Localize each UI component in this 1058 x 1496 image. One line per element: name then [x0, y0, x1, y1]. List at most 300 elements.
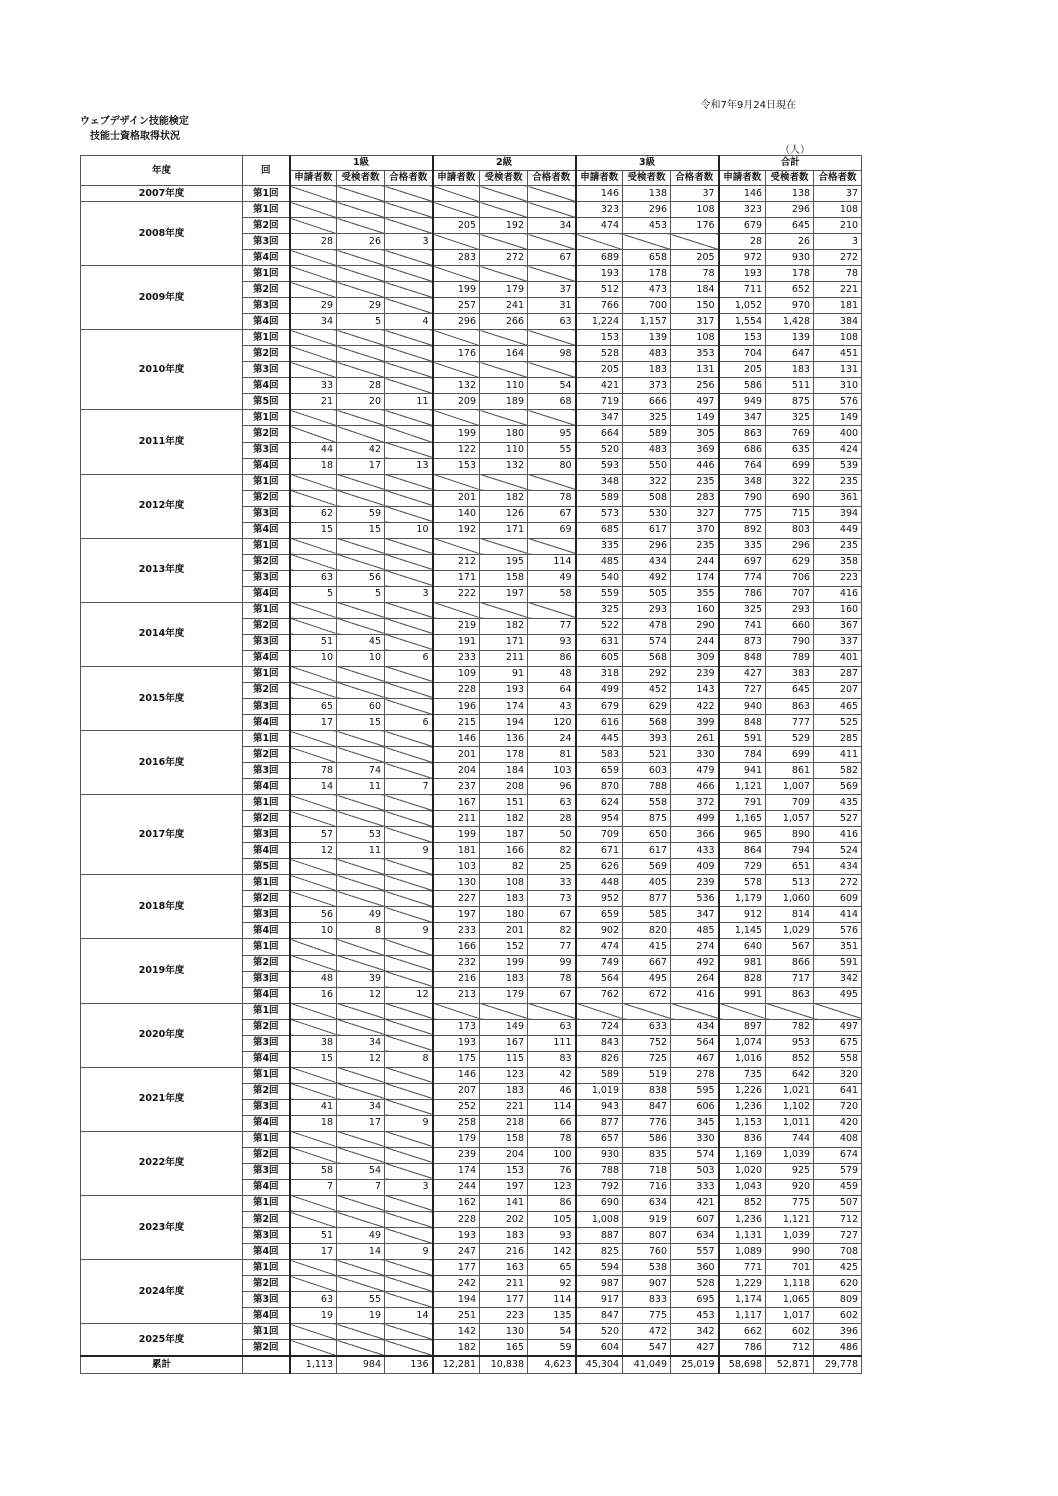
value-cell: 54: [528, 1324, 576, 1340]
value-cell: 108: [671, 202, 719, 218]
value-cell: 178: [623, 266, 671, 282]
value-cell: 122: [433, 442, 480, 458]
value-cell: 179: [480, 282, 528, 298]
qualification-table: [80, 155, 862, 1374]
value-cell: 160: [671, 602, 719, 618]
value-cell: 292: [623, 666, 671, 682]
value-cell: 3: [385, 234, 433, 250]
value-cell: 62: [290, 506, 337, 522]
empty-slash-cell: [385, 1131, 433, 1147]
value-cell: 1,057: [766, 811, 814, 827]
empty-slash-cell: [337, 1212, 385, 1228]
value-cell: 219: [433, 618, 480, 634]
round-cell: 第2回: [243, 426, 290, 442]
value-cell: 1,065: [766, 1292, 814, 1308]
value-cell: 57: [290, 827, 337, 843]
value-cell: 139: [766, 330, 814, 346]
round-cell: 第4回: [243, 314, 290, 330]
subheader-cell: 合格者数: [671, 171, 719, 186]
value-cell: 760: [623, 1244, 671, 1260]
value-cell: 917: [576, 1292, 623, 1308]
total-value-cell: 41,049: [623, 1356, 671, 1373]
value-cell: 711: [719, 282, 766, 298]
subheader-cell: 申請者数: [290, 171, 337, 186]
value-cell: 589: [623, 426, 671, 442]
round-cell: 第3回: [243, 442, 290, 458]
value-cell: 241: [480, 298, 528, 314]
value-cell: 520: [576, 1324, 623, 1340]
value-cell: 474: [576, 939, 623, 955]
empty-slash-cell: [385, 1163, 433, 1179]
empty-slash-cell: [576, 1003, 623, 1019]
value-cell: 142: [528, 1244, 576, 1260]
value-cell: 323: [576, 202, 623, 218]
empty-slash-cell: [290, 202, 337, 218]
empty-slash-cell: [480, 602, 528, 618]
value-cell: 485: [576, 554, 623, 570]
value-cell: 15: [337, 522, 385, 538]
round-cell: 第3回: [243, 570, 290, 586]
empty-slash-cell: [337, 1067, 385, 1083]
value-cell: 424: [814, 442, 862, 458]
empty-slash-cell: [385, 250, 433, 266]
value-cell: 272: [814, 250, 862, 266]
value-cell: 146: [719, 186, 766, 202]
value-cell: 492: [623, 570, 671, 586]
value-cell: 37: [671, 186, 719, 202]
empty-slash-cell: [385, 490, 433, 506]
value-cell: 179: [433, 1131, 480, 1147]
empty-slash-cell: [385, 618, 433, 634]
value-cell: 174: [433, 1163, 480, 1179]
value-cell: 93: [528, 634, 576, 650]
empty-slash-cell: [576, 234, 623, 250]
empty-slash-cell: [337, 1340, 385, 1357]
year-cell: 2017年度: [81, 795, 243, 875]
empty-slash-cell: [337, 1131, 385, 1147]
empty-slash-cell: [385, 1067, 433, 1083]
value-cell: 465: [814, 699, 862, 715]
value-cell: 651: [766, 859, 814, 875]
value-cell: 1,039: [766, 1147, 814, 1163]
value-cell: 69: [528, 522, 576, 538]
value-cell: 197: [480, 1179, 528, 1195]
empty-slash-cell: [528, 602, 576, 618]
value-cell: 108: [814, 202, 862, 218]
value-cell: 411: [814, 747, 862, 763]
value-cell: 4: [385, 314, 433, 330]
value-cell: 521: [623, 747, 671, 763]
value-cell: 5: [337, 314, 385, 330]
value-cell: 890: [766, 827, 814, 843]
value-cell: 205: [576, 362, 623, 378]
value-cell: 965: [719, 827, 766, 843]
header-grade-2: 2級: [433, 156, 576, 171]
value-cell: 981: [719, 955, 766, 971]
empty-slash-cell: [337, 202, 385, 218]
value-cell: 483: [623, 346, 671, 362]
value-cell: 425: [814, 1260, 862, 1276]
empty-slash-cell: [433, 602, 480, 618]
value-cell: 809: [814, 1292, 862, 1308]
value-cell: 96: [528, 779, 576, 795]
value-cell: 244: [671, 554, 719, 570]
value-cell: 177: [433, 1260, 480, 1276]
value-cell: 33: [528, 875, 576, 891]
value-cell: 433: [671, 843, 719, 859]
empty-slash-cell: [337, 618, 385, 634]
value-cell: 679: [719, 218, 766, 234]
value-cell: 278: [671, 1067, 719, 1083]
value-cell: 73: [528, 891, 576, 907]
value-cell: 847: [576, 1308, 623, 1324]
value-cell: 775: [719, 506, 766, 522]
empty-slash-cell: [385, 442, 433, 458]
as-of-date: 令和7年9月24日現在: [700, 100, 796, 111]
empty-slash-cell: [290, 426, 337, 442]
empty-slash-cell: [385, 266, 433, 282]
year-cell: 2021年度: [81, 1067, 243, 1131]
value-cell: 848: [719, 650, 766, 666]
year-cell: 2022年度: [81, 1131, 243, 1195]
empty-slash-cell: [433, 362, 480, 378]
value-cell: 524: [814, 843, 862, 859]
empty-slash-cell: [385, 907, 433, 923]
empty-slash-cell: [337, 1147, 385, 1163]
value-cell: 194: [433, 1292, 480, 1308]
value-cell: 1,102: [766, 1099, 814, 1115]
value-cell: 522: [576, 618, 623, 634]
value-cell: 14: [337, 1244, 385, 1260]
empty-slash-cell: [385, 955, 433, 971]
value-cell: 650: [623, 827, 671, 843]
value-cell: 42: [337, 442, 385, 458]
value-cell: 453: [623, 218, 671, 234]
value-cell: 708: [814, 1244, 862, 1260]
value-cell: 235: [814, 538, 862, 554]
value-cell: 348: [719, 474, 766, 490]
value-cell: 1,153: [719, 1115, 766, 1131]
value-cell: 239: [433, 1147, 480, 1163]
value-cell: 149: [480, 1019, 528, 1035]
empty-slash-cell: [385, 1147, 433, 1163]
value-cell: 574: [671, 1147, 719, 1163]
value-cell: 95: [528, 426, 576, 442]
value-cell: 925: [766, 1163, 814, 1179]
value-cell: 199: [480, 955, 528, 971]
year-cell: 2011年度: [81, 410, 243, 474]
value-cell: 536: [671, 891, 719, 907]
value-cell: 327: [671, 506, 719, 522]
value-cell: 843: [576, 1035, 623, 1051]
value-cell: 863: [766, 987, 814, 1003]
value-cell: 162: [433, 1195, 480, 1211]
round-cell: 第1回: [243, 202, 290, 218]
value-cell: 91: [480, 666, 528, 682]
value-cell: 589: [576, 1067, 623, 1083]
value-cell: 530: [623, 506, 671, 522]
empty-slash-cell: [290, 731, 337, 747]
table-row: [81, 731, 862, 747]
value-cell: 296: [766, 202, 814, 218]
round-cell: 第4回: [243, 1308, 290, 1324]
empty-slash-cell: [433, 410, 480, 426]
value-cell: 293: [623, 602, 671, 618]
value-cell: 420: [814, 1115, 862, 1131]
value-cell: 383: [766, 666, 814, 682]
value-cell: 777: [766, 715, 814, 731]
value-cell: 408: [814, 1131, 862, 1147]
value-cell: 970: [766, 298, 814, 314]
value-cell: 50: [528, 827, 576, 843]
value-cell: 56: [290, 907, 337, 923]
value-cell: 325: [766, 410, 814, 426]
value-cell: 201: [433, 747, 480, 763]
empty-slash-cell: [480, 234, 528, 250]
value-cell: 617: [623, 843, 671, 859]
empty-slash-cell: [337, 859, 385, 875]
total-value-cell: 12,281: [433, 1356, 480, 1373]
value-cell: 792: [576, 1179, 623, 1195]
value-cell: 400: [814, 426, 862, 442]
value-cell: 146: [433, 1067, 480, 1083]
empty-slash-cell: [290, 1067, 337, 1083]
value-cell: 182: [480, 811, 528, 827]
total-value-cell: 1,113: [290, 1356, 337, 1373]
value-cell: 63: [528, 314, 576, 330]
empty-slash-cell: [337, 795, 385, 811]
value-cell: 325: [576, 602, 623, 618]
header-grade-3: 3級: [576, 156, 719, 171]
empty-slash-cell: [290, 602, 337, 618]
value-cell: 244: [433, 1179, 480, 1195]
value-cell: 1,016: [719, 1051, 766, 1067]
value-cell: 59: [528, 1340, 576, 1357]
round-cell: 第3回: [243, 634, 290, 650]
value-cell: 593: [576, 458, 623, 474]
value-cell: 232: [433, 955, 480, 971]
value-cell: 146: [433, 731, 480, 747]
subheader-cell: 合格者数: [528, 171, 576, 186]
empty-slash-cell: [337, 426, 385, 442]
empty-slash-cell: [385, 875, 433, 891]
round-cell: 第3回: [243, 1292, 290, 1308]
value-cell: 135: [528, 1308, 576, 1324]
value-cell: 367: [814, 618, 862, 634]
value-cell: 330: [671, 1131, 719, 1147]
document-subtitle: 技能士資格取得状況: [90, 131, 180, 142]
value-cell: 46: [528, 1083, 576, 1099]
value-cell: 325: [623, 410, 671, 426]
value-cell: 949: [719, 394, 766, 410]
value-cell: 53: [337, 827, 385, 843]
value-cell: 51: [290, 1228, 337, 1244]
value-cell: 568: [623, 650, 671, 666]
round-cell: 第4回: [243, 586, 290, 602]
value-cell: 283: [671, 490, 719, 506]
value-cell: 803: [766, 522, 814, 538]
year-cell: 2019年度: [81, 939, 243, 1003]
empty-slash-cell: [385, 410, 433, 426]
value-cell: 626: [576, 859, 623, 875]
value-cell: 835: [623, 1147, 671, 1163]
empty-slash-cell: [337, 282, 385, 298]
empty-slash-cell: [290, 1195, 337, 1211]
round-cell: 第1回: [243, 474, 290, 490]
total-round-cell: [243, 1356, 290, 1373]
round-cell: 第4回: [243, 650, 290, 666]
value-cell: 384: [814, 314, 862, 330]
value-cell: 659: [576, 907, 623, 923]
value-cell: 78: [528, 971, 576, 987]
year-cell: 2014年度: [81, 602, 243, 666]
value-cell: 98: [528, 346, 576, 362]
value-cell: 672: [623, 987, 671, 1003]
value-cell: 114: [528, 1292, 576, 1308]
round-cell: 第3回: [243, 827, 290, 843]
value-cell: 749: [576, 955, 623, 971]
value-cell: 296: [623, 538, 671, 554]
value-cell: 1,121: [766, 1212, 814, 1228]
value-cell: 171: [480, 634, 528, 650]
value-cell: 39: [337, 971, 385, 987]
empty-slash-cell: [433, 538, 480, 554]
value-cell: 228: [433, 682, 480, 698]
value-cell: 205: [671, 250, 719, 266]
value-cell: 197: [433, 907, 480, 923]
value-cell: 3: [385, 1179, 433, 1195]
value-cell: 173: [433, 1019, 480, 1035]
header-total: 合計: [719, 156, 862, 171]
total-row: [81, 1356, 862, 1373]
table-row: [81, 939, 862, 955]
value-cell: 421: [576, 378, 623, 394]
value-cell: 181: [814, 298, 862, 314]
value-cell: 108: [671, 330, 719, 346]
value-cell: 110: [480, 442, 528, 458]
value-cell: 164: [480, 346, 528, 362]
value-cell: 163: [480, 1260, 528, 1276]
value-cell: 360: [671, 1260, 719, 1276]
empty-slash-cell: [290, 875, 337, 891]
value-cell: 635: [766, 442, 814, 458]
value-cell: 715: [766, 506, 814, 522]
value-cell: 256: [671, 378, 719, 394]
value-cell: 287: [814, 666, 862, 682]
year-cell: 2018年度: [81, 875, 243, 939]
value-cell: 68: [528, 394, 576, 410]
value-cell: 15: [290, 522, 337, 538]
year-cell: 2015年度: [81, 666, 243, 730]
value-cell: 142: [433, 1324, 480, 1340]
value-cell: 434: [623, 554, 671, 570]
value-cell: 153: [433, 458, 480, 474]
value-cell: 37: [814, 186, 862, 202]
value-cell: 160: [814, 602, 862, 618]
empty-slash-cell: [385, 1324, 433, 1340]
value-cell: 712: [814, 1212, 862, 1228]
value-cell: 114: [528, 1099, 576, 1115]
value-cell: 415: [623, 939, 671, 955]
value-cell: 1,174: [719, 1292, 766, 1308]
value-cell: 150: [671, 298, 719, 314]
unit-label: （人）: [780, 145, 810, 156]
value-cell: 66: [528, 1115, 576, 1131]
value-cell: 582: [814, 763, 862, 779]
value-cell: 642: [766, 1067, 814, 1083]
value-cell: 645: [766, 218, 814, 234]
value-cell: 507: [814, 1195, 862, 1211]
value-cell: 539: [814, 458, 862, 474]
value-cell: 370: [671, 522, 719, 538]
value-cell: 675: [814, 1035, 862, 1051]
value-cell: 109: [433, 666, 480, 682]
round-cell: 第3回: [243, 1228, 290, 1244]
empty-slash-cell: [385, 346, 433, 362]
value-cell: 183: [480, 971, 528, 987]
round-cell: 第2回: [243, 1147, 290, 1163]
empty-slash-cell: [337, 1083, 385, 1099]
value-cell: 41: [290, 1099, 337, 1115]
value-cell: 153: [480, 1163, 528, 1179]
value-cell: 520: [576, 442, 623, 458]
value-cell: 183: [480, 891, 528, 907]
round-cell: 第2回: [243, 955, 290, 971]
value-cell: 449: [814, 522, 862, 538]
value-cell: 7: [290, 1179, 337, 1195]
value-cell: 74: [337, 763, 385, 779]
value-cell: 171: [480, 522, 528, 538]
value-cell: 689: [576, 250, 623, 266]
empty-slash-cell: [385, 763, 433, 779]
value-cell: 617: [623, 522, 671, 538]
empty-slash-cell: [385, 570, 433, 586]
value-cell: 434: [814, 859, 862, 875]
value-cell: 528: [671, 1276, 719, 1292]
value-cell: 579: [814, 1163, 862, 1179]
value-cell: 1,179: [719, 891, 766, 907]
empty-slash-cell: [385, 362, 433, 378]
value-cell: 634: [671, 1228, 719, 1244]
value-cell: 13: [385, 458, 433, 474]
value-cell: 78: [814, 266, 862, 282]
value-cell: 11: [337, 843, 385, 859]
empty-slash-cell: [480, 410, 528, 426]
value-cell: 82: [528, 923, 576, 939]
value-cell: 283: [433, 250, 480, 266]
value-cell: 887: [576, 1228, 623, 1244]
value-cell: 826: [576, 1051, 623, 1067]
table-row: [81, 1260, 862, 1276]
value-cell: 972: [719, 250, 766, 266]
empty-slash-cell: [337, 186, 385, 202]
empty-slash-cell: [385, 971, 433, 987]
value-cell: 21: [290, 394, 337, 410]
value-cell: 497: [814, 1019, 862, 1035]
value-cell: 210: [814, 218, 862, 234]
round-cell: 第4回: [243, 378, 290, 394]
value-cell: 875: [766, 394, 814, 410]
value-cell: 709: [766, 795, 814, 811]
round-cell: 第1回: [243, 1195, 290, 1211]
value-cell: 17: [337, 1115, 385, 1131]
value-cell: 211: [480, 1276, 528, 1292]
value-cell: 790: [719, 490, 766, 506]
value-cell: 401: [814, 650, 862, 666]
round-cell: 第1回: [243, 666, 290, 682]
value-cell: 775: [623, 1308, 671, 1324]
value-cell: 17: [290, 715, 337, 731]
